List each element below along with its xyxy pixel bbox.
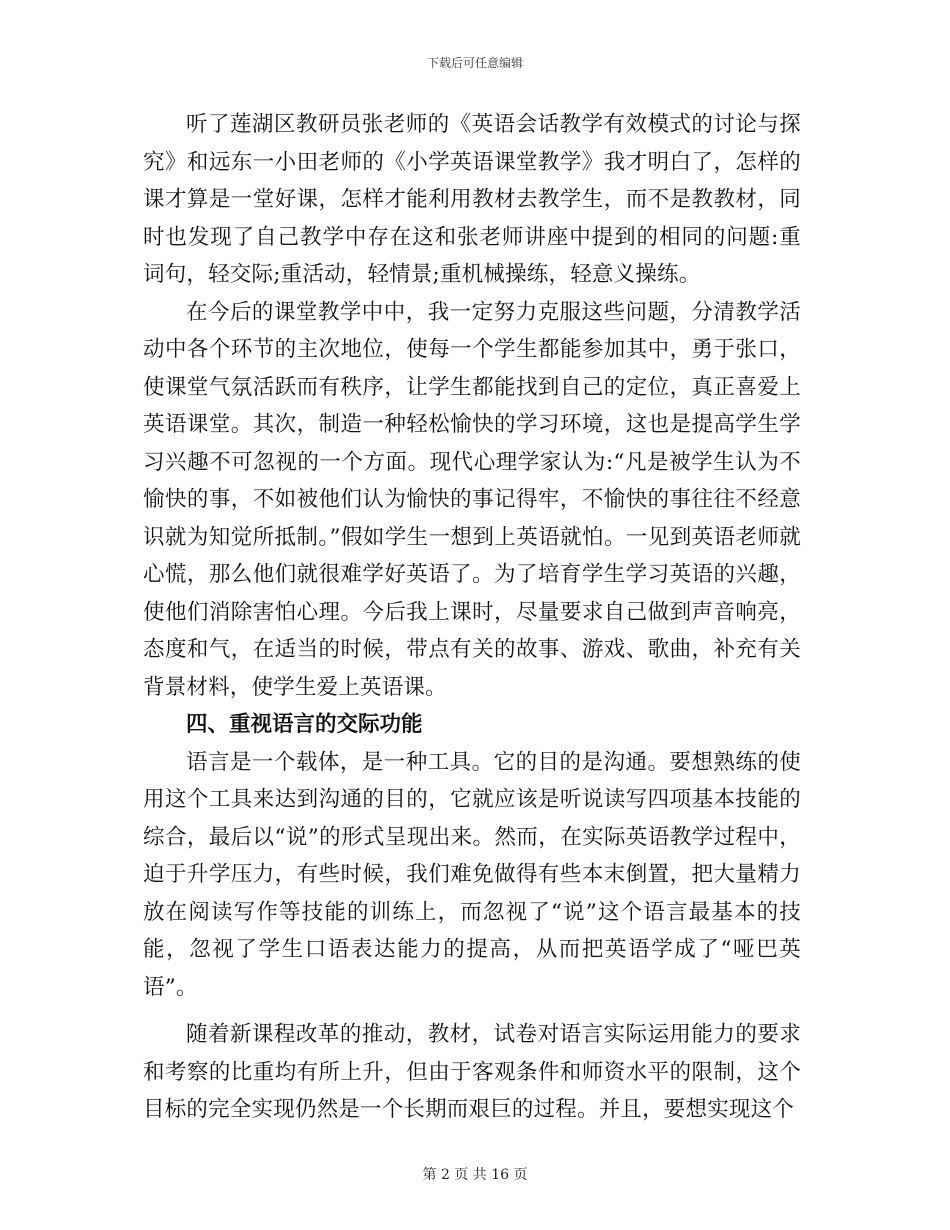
document-body: [143, 106, 801, 1129]
body-paragraph-4: 随着新课程改革的推动，教材，试卷对语言实际运用能力的要求和考察的比重均有所上升，但由于客观条件和师资水平的限制，这个目标的完全实现仍然是一个长期而艰巨的过程。并且，要想实现这个: [143, 1022, 801, 1122]
page-footer: 第 2 页 共 16 页: [422, 1167, 528, 1183]
body-paragraph-2: 在今后的课堂教学中中，我一定努力克服这些问题，分清教学活动中各个环节的主次地位，使每一个学生都能参加其中，勇于张口，使课堂气氛活跃而有秩序，让学生都能找到自己的定位，真正喜爱上英语课堂。其次，制造一种轻松愉快的学习环境，这也是提高学生学习兴趣不可忽视的一个方面。现代心理学家认为:“凡是被学生认为不愉快的事，不如被他们认为愉快的事记得牢，不愉快的事往往不经意识就为知觉所抵制。”假如学生一想到上英语就怕。一见到英语老师就心慌，那么他们就很难学好英语了。为了培育学生学习英语的兴趣，使他们消除害怕心理。今后我上课时，尽量要求自己做到声音响亮，态度和气，在适当的时候，带点有关的故事、游戏、歌曲，补充有关背景材料，使学生爱上英语课。: [143, 299, 801, 700]
page-header: 下载后可任意编辑: [426, 56, 523, 70]
body-paragraph-3: 语言是一个载体，是一种工具。它的目的是沟通。要想熟练的使用这个工具来达到沟通的目的，它就应该是听说读写四项基本技能的综合，最后以“说”的形式呈现出来。然而，在实际英语教学过程中，迫于升学压力，有些时候，我们难免做得有些本末倒置，把大量精力放在阅读写作等技能的训练上，而忽视了“说”这个语言最基本的技能，忽视了学生口语表达能力的提高，从而把英语学成了“哑巴英语”。: [143, 749, 801, 1000]
section-heading: 四、重视语言的交际功能: [186, 712, 423, 737]
paragraph-gap: [143, 1006, 801, 1016]
body-paragraph-1: 听了莲湖区教研员张老师的《英语会话教学有效模式的讨论与探究》和远东一小田老师的《小学英语课堂教学》我才明白了，怎样的课才算是一堂好课，怎样才能利用教材去教学生，而不是教教材，同时也发现了自己教学中存在这和张老师讲座中提到的相同的问题:重词句，轻交际;重活动，轻情景;重机械操练，轻意义操练。: [143, 112, 801, 287]
